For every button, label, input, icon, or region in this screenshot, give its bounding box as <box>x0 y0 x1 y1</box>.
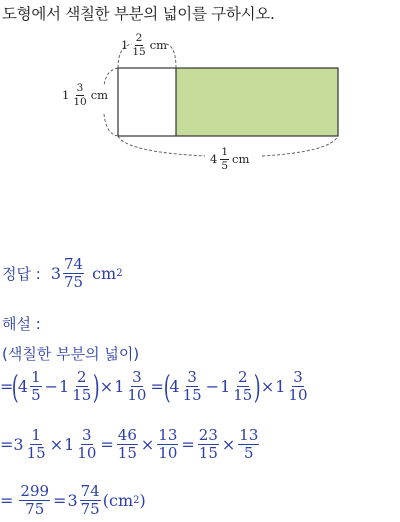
figure <box>0 0 400 180</box>
solution-line-3: = $\frac{299}{75}$ = 3 $\frac{74}{75}$ (cm 2 ) <box>0 482 146 518</box>
answer-label: 정답 : <box>2 265 41 283</box>
solution-line-1: = ( 4 $\frac{1}{5}$ − 1 $\frac{2}{15}$ ) × 1 $\frac{3}{10}$ = ( 4 $\frac{3}{15}$ − 1 $\frac{2}{15}$ ) × 1 $\frac{3}{10}$ <box>0 367 308 406</box>
question-text: 도형에서 색칠한 부분의 넓이를 구하시오. <box>2 5 275 23</box>
answer-row: 정답 : 3 $\frac{74}{75}$ cm 2 <box>2 255 123 291</box>
solution-line-2: = 3 $\frac{1}{15}$ × 1 $\frac{3}{10}$ = $\frac{46}{15}$ × $\frac{13}{10}$ = $\frac{23}{15}$ × $\frac{13}{5}$ <box>0 426 259 462</box>
shaded-region <box>176 68 338 136</box>
top-width-label: 1 $\frac{2}{15}$ cm <box>121 32 168 58</box>
left-height-label: 1 $\frac{3}{10}$ cm <box>62 82 109 108</box>
rectangle-diagram <box>0 0 400 180</box>
explanation-label: 해설 : <box>2 315 41 333</box>
bottom-width-label: 4 $\frac{1}{5}$ cm <box>210 146 250 172</box>
explanation-heading: (색칠한 부분의 넓이) <box>2 345 140 363</box>
